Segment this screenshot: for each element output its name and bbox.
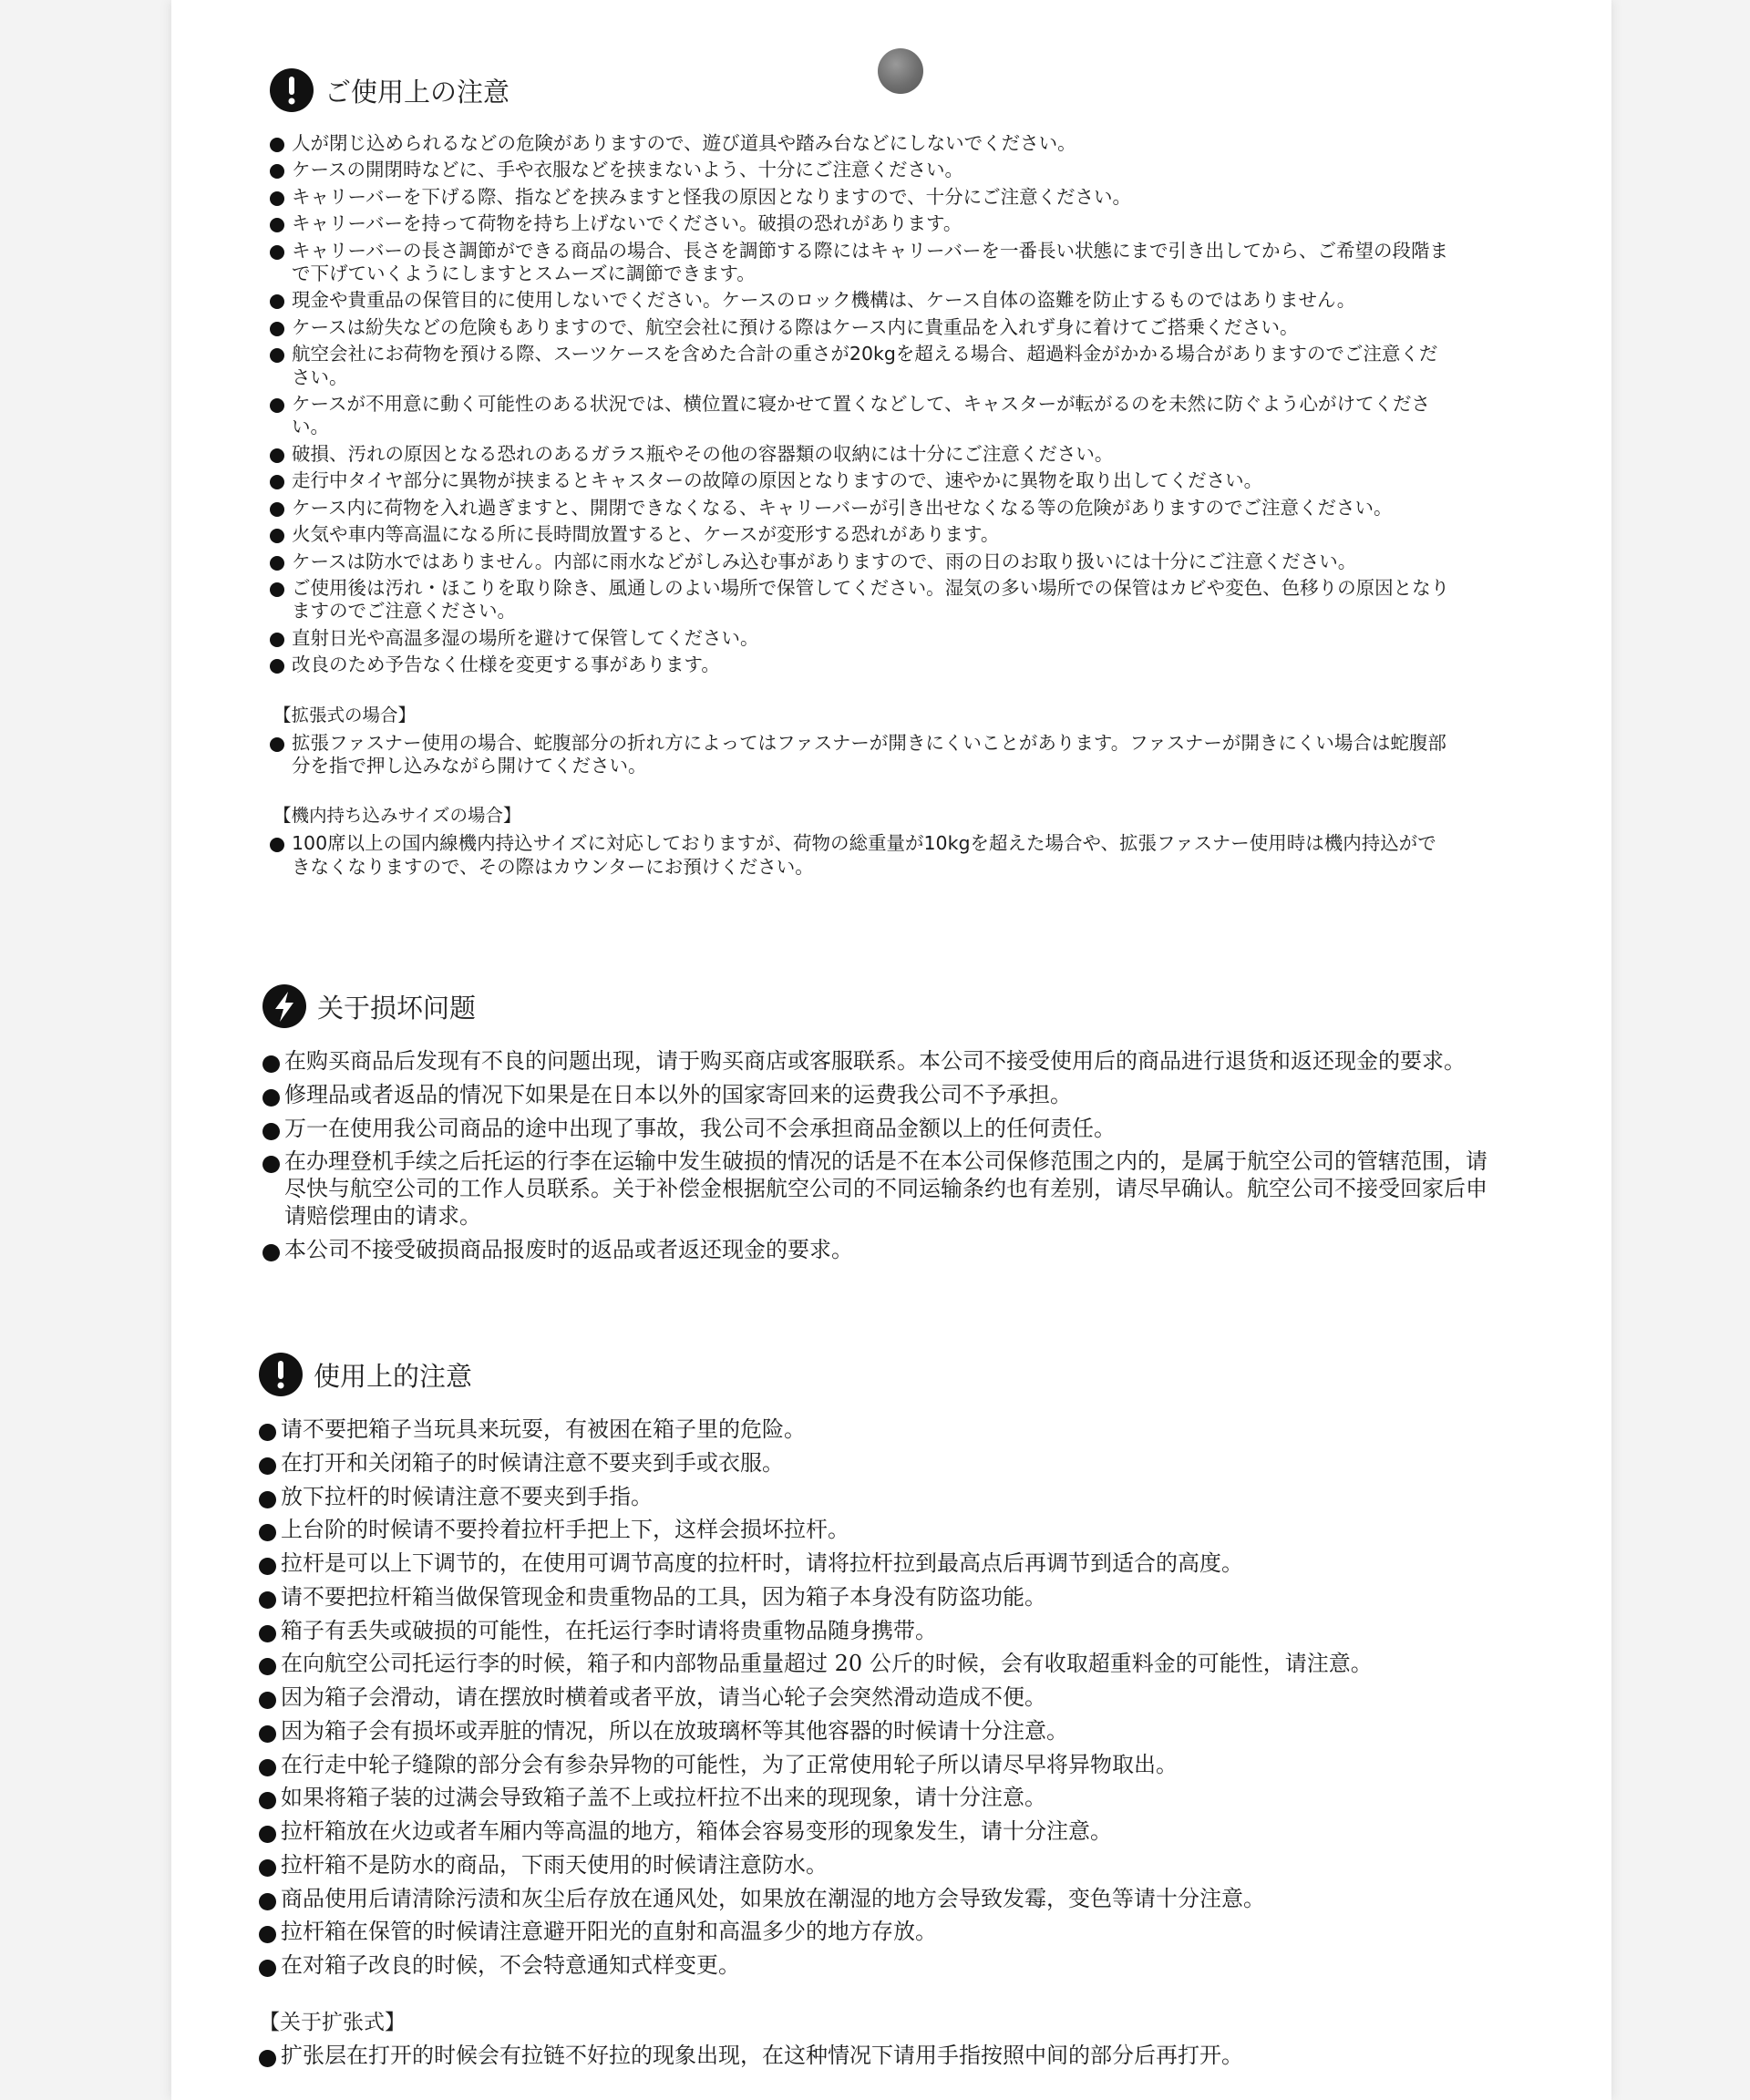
list-item: ケースは紛失などの危険もありますので、航空会社に預ける際はケース内に貴重品を入れず身に着けてご搭乗ください。 [270, 316, 1455, 339]
lightning-icon [262, 984, 306, 1028]
cn-damage-section [262, 984, 1502, 1270]
jp-carry-on-title: 【機内持ち込みサイズの場合】 [273, 805, 521, 827]
list-item: 因为箱子会有损坏或弄脏的情况，所以在放玻璃杯等其他容器的时候请十分注意。 [259, 1718, 1498, 1745]
exclamation-icon [259, 1353, 303, 1396]
list-item: ケース内に荷物を入れ過ぎますと、開閉できなくなる、キャリーバーが引き出せなくなる等の危険がありますのでご注意ください。 [270, 497, 1455, 520]
jp-carry-on-list [270, 832, 1455, 879]
list-item: ケースは防水ではありません。内部に雨水などがしみ込む事がありますので、雨の日のお取り扱いには十分にご注意ください。 [270, 551, 1455, 573]
list-item: 请不要把箱子当玩具来玩耍，有被困在箱子里的危险。 [259, 1416, 1498, 1444]
list-item: 商品使用后请清除污渍和灰尘后存放在通风处，如果放在潮湿的地方会导致发霉，变色等请十分注意。 [259, 1886, 1498, 1913]
jp-expansion-list [270, 732, 1455, 778]
list-item: 拉杆是可以上下调节的，在使用可调节高度的拉杆时，请将拉杆拉到最高点后再调节到适合的高度。 [259, 1550, 1498, 1578]
list-item: 因为箱子会滑动，请在摆放时横着或者平放，请当心轮子会突然滑动造成不便。 [259, 1684, 1498, 1712]
cn-caution-list [259, 1416, 1498, 1980]
list-item: 请不要把拉杆箱当做保管现金和贵重物品的工具，因为箱子本身没有防盗功能。 [259, 1584, 1498, 1611]
cn-damage-heading [262, 984, 1502, 1028]
list-item: 在购买商品后发现有不良的问题出现，请于购买商店或客服联系。本公司不接受使用后的商品进行退货和返还现金的要求。 [262, 1048, 1502, 1076]
list-item: 万一在使用我公司商品的途中出现了事故，我公司不会承担商品金额以上的任何责任。 [262, 1116, 1502, 1143]
list-item: 在对箱子改良的时候，不会特意通知式样变更。 [259, 1952, 1498, 1980]
list-item: 火気や車内等高温になる所に長時間放置すると、ケースが変形する恐れがあります。 [270, 523, 1455, 546]
list-item: 拉杆箱不是防水的商品，下雨天使用的时候请注意防水。 [259, 1852, 1498, 1879]
jp-caution-title: ご使用上の注意 [324, 76, 510, 108]
list-item: ご使用後は汚れ・ほこりを取り除き、風通しのよい場所で保管してください。湿気の多い場所での保管はカビや変色、色移りの原因となりますのでご注意ください。 [270, 577, 1455, 623]
list-item: 走行中タイヤ部分に異物が挟まるとキャスターの故障の原因となりますので、速やかに異物を取り出してください。 [270, 469, 1455, 492]
list-item: 100席以上の国内線機内持込サイズに対応しておりますが、荷物の総重量が10kgを超えた場合や、拡張ファスナー使用時は機内持込ができなくなりますので、その際はカウンターにお預けください。 [270, 832, 1455, 879]
list-item: 現金や貴重品の保管目的に使用しないでください。ケースのロック機構は、ケース自体の盗難を防止するものではありません。 [270, 289, 1455, 312]
list-item: ケースが不用意に動く可能性のある状況では、横位置に寝かせて置くなどして、キャスターが転がるのを未然に防ぐよう心がけてください。 [270, 393, 1455, 439]
list-item: 在向航空公司托运行李的时候，箱子和内部物品重量超过 20 公斤的时候，会有收取超重料金的可能性，请注意。 [259, 1651, 1498, 1678]
cn-caution-section [259, 1353, 1498, 2076]
list-item: 人が閉じ込められるなどの危険がありますので、遊び道具や踏み台などにしないでください。 [270, 132, 1455, 155]
exclamation-icon [270, 68, 314, 112]
list-item: 修理品或者返品的情况下如果是在日本以外的国家寄回来的运费我公司不予承担。 [262, 1082, 1502, 1109]
list-item: 破損、汚れの原因となる恐れのあるガラス瓶やその他の容器類の収納には十分にご注意ください。 [270, 443, 1455, 466]
jp-caution-list [270, 132, 1455, 677]
list-item: 在办理登机手续之后托运的行李在运输中发生破损的情况的话是不在本公司保修范围之内的，是属于航空公司的管辖范围，请尽快与航空公司的工作人员联系。关于补偿金根据航空公司的不同运输条约也有差别，请尽早确认。航空公司不接受回家后申请赔偿理由的请求。 [262, 1148, 1502, 1230]
list-item: 直射日光や高温多湿の場所を避けて保管してください。 [270, 627, 1455, 650]
list-item: 本公司不接受破损商品报废时的返品或者返还现金的要求。 [262, 1237, 1502, 1264]
list-item: 扩张层在打开的时候会有拉链不好拉的现象出现，在这种情况下请用手指按照中间的部分后再打开。 [259, 2043, 1498, 2070]
list-item: 航空会社にお荷物を預ける際、スーツケースを含めた合計の重さが20kgを超える場合、超過料金がかかる場合がありますのでご注意ください。 [270, 343, 1455, 389]
list-item: 放下拉杆的时候请注意不要夹到手指。 [259, 1484, 1498, 1511]
list-item: 拉杆箱放在火边或者车厢内等高温的地方，箱体会容易变形的现象发生，请十分注意。 [259, 1818, 1498, 1846]
list-item: 改良のため予告なく仕様を変更する事があります。 [270, 654, 1455, 676]
list-item: 在行走中轮子缝隙的部分会有参杂异物的可能性，为了正常使用轮子所以请尽早将异物取出。 [259, 1752, 1498, 1779]
cn-expansion-title: 【关于扩张式】 [259, 2010, 406, 2034]
jp-caution-section [270, 68, 1455, 882]
jp-caution-heading [270, 68, 1455, 112]
cn-caution-heading [259, 1353, 1498, 1396]
list-item: ケースの開閉時などに、手や衣服などを挟まないよう、十分にご注意ください。 [270, 159, 1455, 181]
list-item: 上台阶的时候请不要拎着拉杆手把上下，这样会损坏拉杆。 [259, 1517, 1498, 1544]
list-item: 拡張ファスナー使用の場合、蛇腹部分の折れ方によってはファスナーが開きにくいことがあります。ファスナーが開きにくい場合は蛇腹部分を指で押し込みながら開けてください。 [270, 732, 1455, 778]
list-item: 箱子有丢失或破损的可能性，在托运行李时请将贵重物品随身携带。 [259, 1618, 1498, 1645]
list-item: 拉杆箱在保管的时候请注意避开阳光的直射和高温多少的地方存放。 [259, 1919, 1498, 1946]
list-item: キャリーバーを持って荷物を持ち上げないでください。破損の恐れがあります。 [270, 212, 1455, 235]
list-item: 在打开和关闭箱子的时候请注意不要夹到手或衣服。 [259, 1450, 1498, 1477]
list-item: 如果将箱子装的过满会导致箱子盖不上或拉杆拉不出来的现现象，请十分注意。 [259, 1785, 1498, 1812]
list-item: キャリーバーを下げる際、指などを挟みますと怪我の原因となりますので、十分にご注意ください。 [270, 186, 1455, 209]
cn-caution-title: 使用上的注意 [314, 1360, 473, 1392]
jp-expansion-title: 【拡張式の場合】 [273, 704, 417, 726]
cn-damage-list [262, 1048, 1502, 1263]
cn-damage-title: 关于损坏问题 [317, 992, 477, 1024]
list-item: キャリーバーの長さ調節ができる商品の場合、長さを調節する際にはキャリーバーを一番長い状態にまで引き出してから、ご希望の段階まで下げていくようにしますとスムーズに調節できます。 [270, 240, 1455, 286]
cn-expansion-list [259, 2043, 1498, 2070]
